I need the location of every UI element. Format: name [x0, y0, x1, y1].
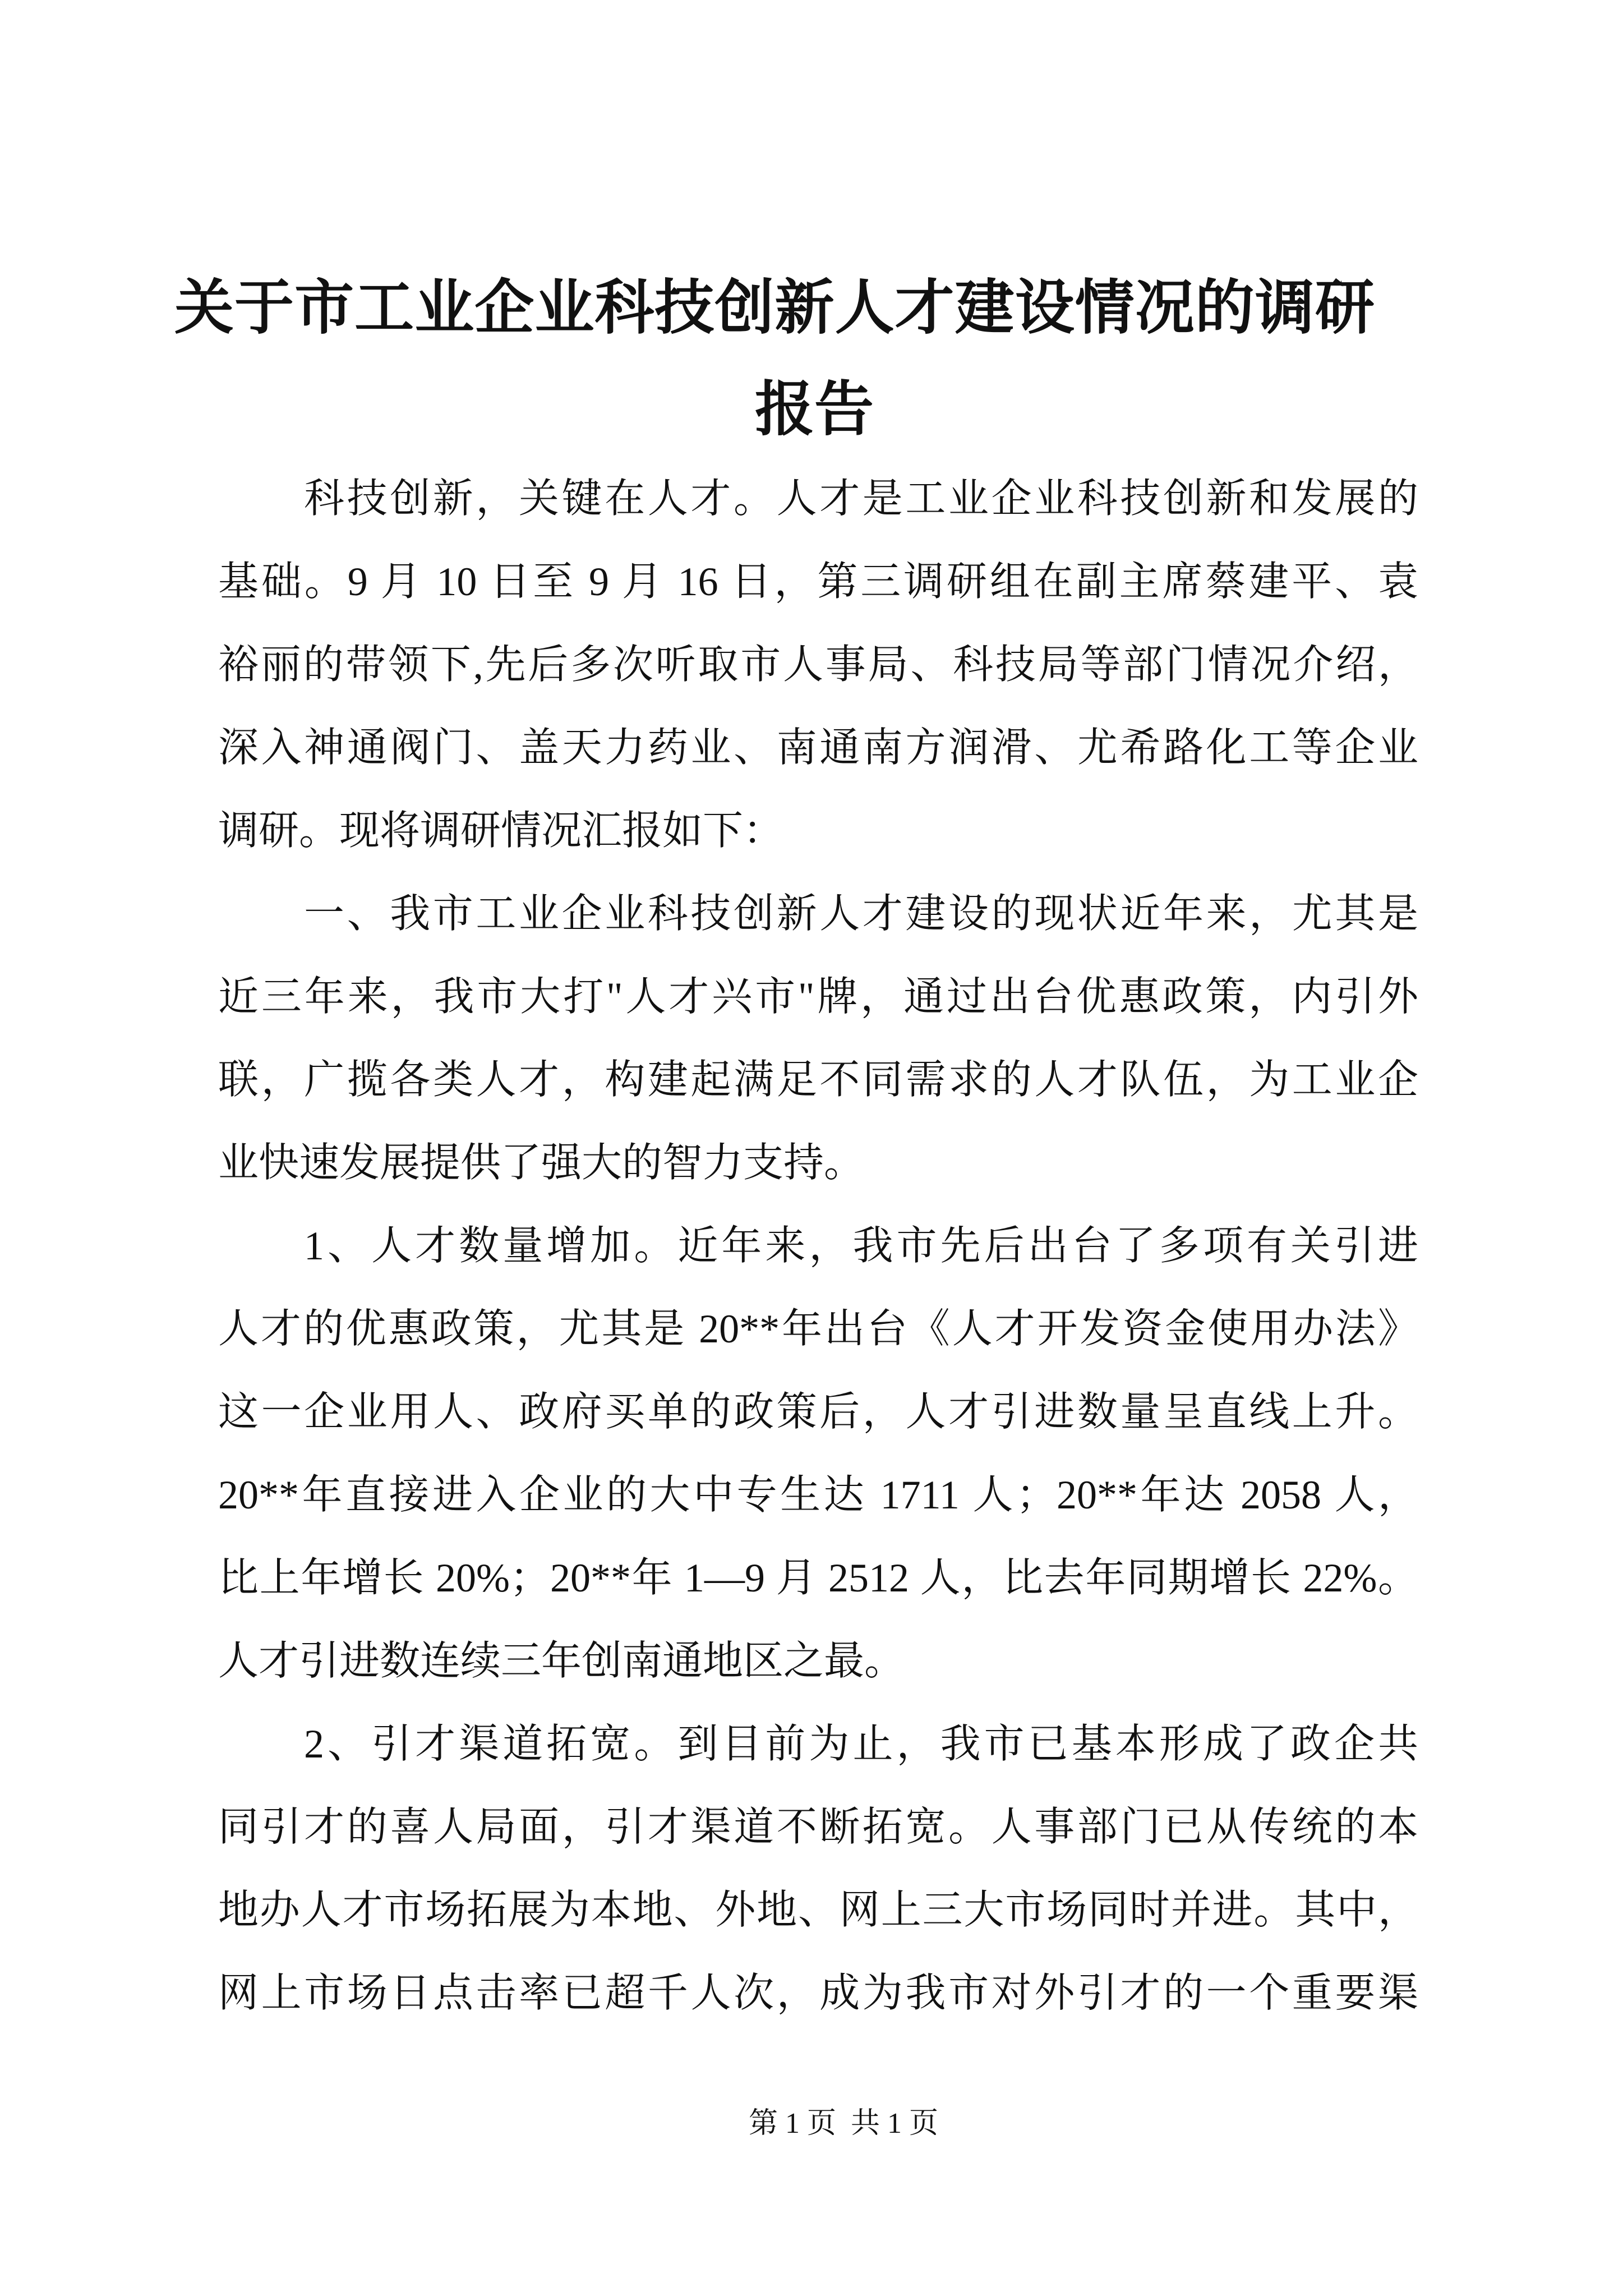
body-line: 网上市场日点击率已超千人次，成为我市对外引才的一个重要渠 [218, 1971, 1418, 2016]
body-line: 比上年增长 20%；20**年 1—9 月 2512 人，比去年同期增长 22%。 [218, 1556, 1418, 1600]
body-line: 同引才的喜人局面，引才渠道不断拓宽。人事部门已从传统的本 [218, 1805, 1418, 1849]
page-number-footer: 第 1 页 共 1 页 [748, 2108, 938, 2139]
body-line: 科技创新，关键在人才。人才是工业企业科技创新和发展的 [304, 476, 1418, 521]
body-line: 人才的优惠政策，尤其是 20**年出台《人才开发资金使用办法》 [218, 1306, 1418, 1351]
section-heading-line: 一、我市工业企业科技创新人才建设的现状近年来，尤其是 [304, 891, 1418, 936]
body-line: 裕丽的带领下,先后多次听取市人事局、科技局等部门情况介绍， [218, 642, 1418, 687]
body-line: 调研。现将调研情况汇报如下： [218, 808, 784, 853]
body-line: 20**年直接进入企业的大中专生达 1711 人；20**年达 2058 人， [218, 1473, 1418, 1517]
item-heading-line: 1、人才数量增加。近年来，我市先后出台了多项有关引进 [304, 1223, 1418, 1268]
body-line: 地办人才市场拓展为本地、外地、网上三大市场同时并进。其中， [218, 1888, 1418, 1932]
body-line: 基础。9 月 10 日至 9 月 16 日，第三调研组在副主席蔡建平、袁 [218, 559, 1418, 604]
body-line: 联，广揽各类人才，构建起满足不同需求的人才队伍，为工业企 [218, 1057, 1418, 1102]
body-line: 这一企业用人、政府买单的政策后，人才引进数量呈直线上升。 [218, 1389, 1418, 1434]
body-line: 深入神通阀门、盖天力药业、南通南方润滑、尤希路化工等企业 [218, 725, 1418, 770]
body-line: 近三年来，我市大打"人才兴市"牌，通过出台优惠政策，内引外 [218, 974, 1418, 1019]
body-line: 业快速发展提供了强大的智力支持。 [218, 1140, 865, 1185]
body-line: 人才引进数连续三年创南通地区之最。 [218, 1639, 905, 1683]
document-title-line-1: 关于市工业企业科技创新人才建设情况的调研 [174, 275, 1375, 341]
document-title-line-2: 报告 [755, 377, 874, 443]
item-heading-line: 2、引才渠道拓宽。到目前为止，我市已基本形成了政企共 [304, 1722, 1418, 1766]
